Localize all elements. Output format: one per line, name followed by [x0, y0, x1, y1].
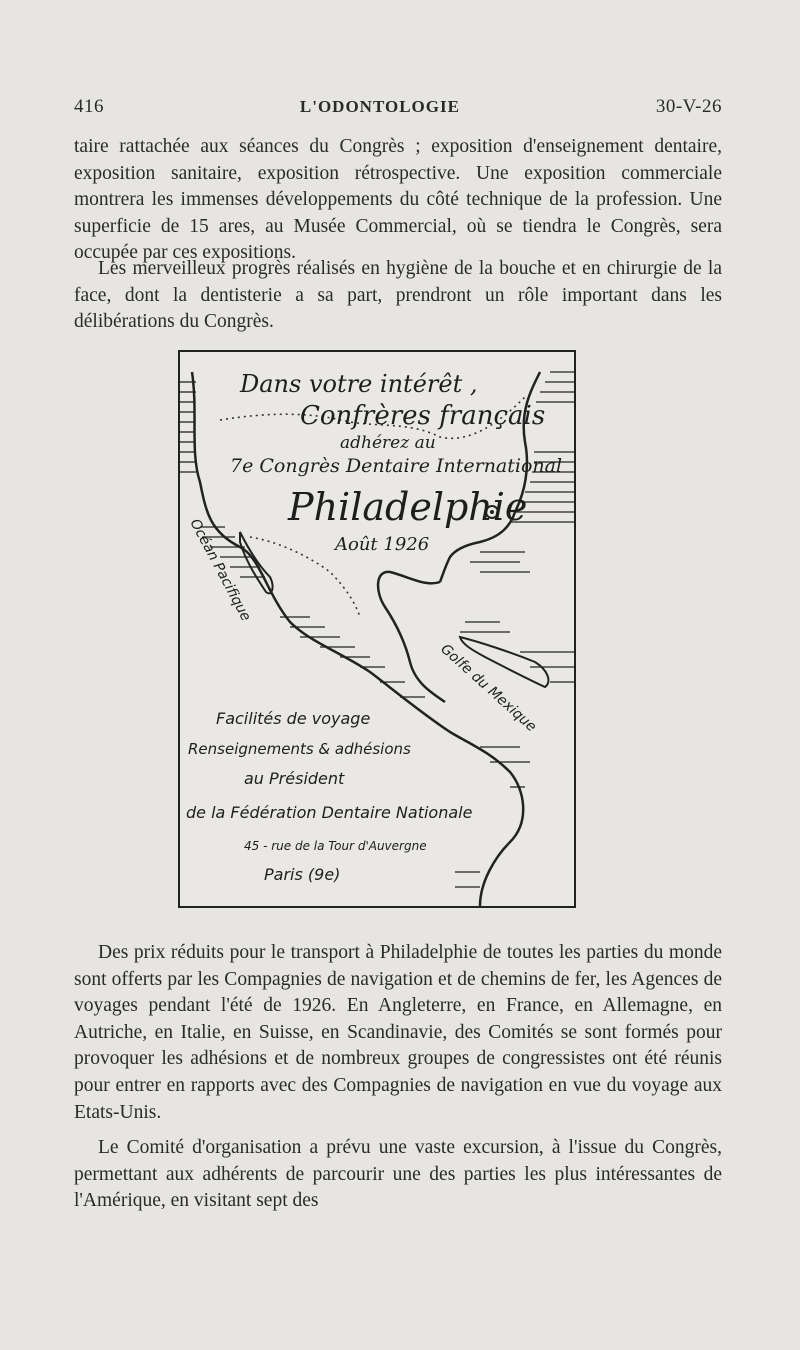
map-line-4: 7e Congrès Dentaire International: [230, 455, 563, 477]
issue-date: 30-V-26: [655, 96, 722, 117]
paragraph-3: Des prix réduits pour le transport à Philadelphie de toutes les parties du monde sont offerts par les Compagnies de navigation et de chemins de fer, les Agences de voyages pendant l'été de 1926. En Angleterre, en France, en Allemagne, en Autriche, en Italie, en Suisse, en Scandinavie, des Comités se sont formés pour provoquer les adhésions et de nombreux groupes de congressistes ont été réunis pour entrer en rapports avec des Compagnies de navigation en vue du voyage aux Etats-Unis.: [74, 942, 722, 1123]
page-header: [74, 96, 722, 118]
map-line-1: Dans votre intérêt ,: [240, 370, 478, 398]
info-line-3: au Président: [244, 769, 345, 788]
info-line-4: de la Fédération Dentaire Nationale: [186, 803, 473, 822]
map-line-2: Confrères français: [300, 401, 546, 431]
info-line-2: Renseignements & adhésions: [188, 740, 411, 758]
map-line-3: adhérez au: [340, 433, 436, 453]
paragraph-1: taire rattachée aux séances du Congrès ; exposition d'enseignement dentaire, exposition sanitaire, exposition rétrospective. Une exposition commerciale montrera les immenses développements du côté technique de la profession. Une superficie de 15 ares, au Musée Commercial, où se tiendra le Congrès, sera occupée par ces expositions.: [74, 136, 722, 264]
paragraph-4: Le Comité d'organisation a prévu une vaste excursion, à l'issue du Congrès, permettant aux adhérents de parcourir une des parties les plus intéressantes de l'Amérique, en visitant sept des: [74, 1137, 722, 1212]
journal-title: L'ODONTOLOGIE: [299, 97, 460, 116]
paragraph-2: Les merveilleux progrès réalisés en hygiène de la bouche et en chirurgie de la face, dont la dentisterie a sa part, prendront un rôle important dans les délibérations du Congrès.: [74, 258, 722, 333]
map-line-6: Août 1926: [335, 534, 430, 555]
info-line-1: Facilités de voyage: [216, 709, 371, 728]
gulf-label: Golfe du Mexique: [437, 641, 540, 736]
map-line-5: Philadelphie: [288, 485, 528, 529]
ocean-label: Océan Pacifique: [186, 516, 254, 624]
page-number: 416: [74, 96, 104, 117]
congress-map-illustration: [178, 350, 576, 908]
info-line-6: Paris (9e): [264, 865, 341, 884]
caribbean-hatching: [455, 622, 574, 887]
info-line-5: 45 - rue de la Tour d'Auvergne: [244, 839, 427, 853]
map-drawing: [180, 352, 574, 906]
